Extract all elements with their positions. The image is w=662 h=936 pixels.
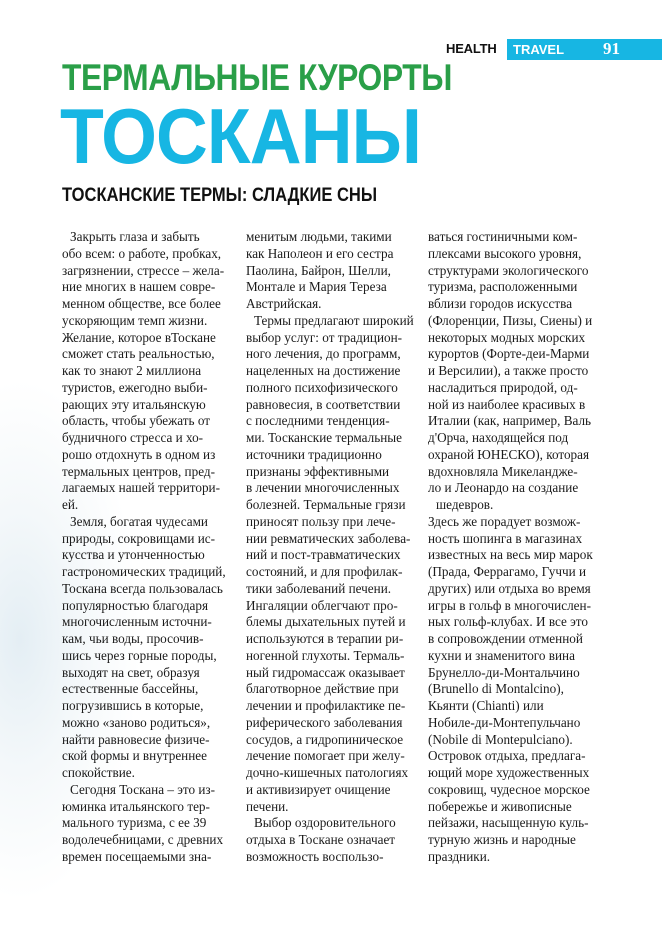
text-line: туристов, ежегодно выби-	[62, 379, 208, 395]
text-line: риферического заболевания	[246, 714, 403, 730]
text-line: турную жизнь и народные	[428, 832, 576, 847]
text-line: как то знают 2 миллиона	[62, 363, 202, 378]
text-line: водолечебницами, с древних	[62, 832, 224, 847]
text-line: состояний, и для профилак-	[246, 564, 403, 579]
text-line: можно «заново родиться»,	[62, 714, 211, 730]
text-line: нацеленных на достижение	[246, 363, 401, 378]
text-line: охраной ЮНЕСКО), которая	[428, 446, 590, 462]
text-line: Здесь же порадует возмож-	[428, 513, 581, 529]
text-line: игры в гольф в многочислен-	[428, 597, 591, 613]
text-line: ми. Тосканские термальные	[246, 430, 403, 445]
text-line: сможет стать реальностью,	[62, 346, 215, 362]
text-line: (Флоренции, Пизы, Сиены) и	[428, 312, 593, 328]
text-line: в лечении многочисленных	[246, 480, 400, 496]
text-line: шись через горные породы,	[62, 647, 217, 663]
text-line: ваться гостиничными ком-	[428, 229, 578, 244]
text-line: популярностью благодаря	[62, 597, 209, 613]
text-line: в сопровождении отменной	[428, 631, 583, 646]
text-line: сокровищ, чудесное морское	[428, 781, 590, 797]
text-line: как Наполеон и его сестра	[246, 245, 394, 261]
text-line: Кьянти (Chianti) или	[428, 698, 544, 713]
text-line: источники традиционно	[246, 446, 382, 462]
text-line: отдыха в Тоскане означает	[246, 832, 396, 847]
text-line: пейзажи, насыщенную куль-	[428, 815, 589, 831]
text-line: туризма, расположенными	[428, 279, 578, 295]
text-line: Термы предлагают широкий	[254, 312, 414, 328]
text-line: тики заболеваний печени.	[246, 580, 392, 596]
text-line: курортов (Форте-деи-Марми	[428, 346, 590, 362]
text-line: признаны эффективными	[246, 463, 390, 479]
text-line: ющий море художественных	[428, 765, 590, 780]
text-line: шедевров.	[436, 497, 494, 512]
text-line: болезней. Термальные грязи	[246, 497, 406, 512]
subtitle: ТОСКАНСКИЕ ТЕРМЫ: СЛАДКИЕ СНЫ	[62, 185, 378, 206]
title-line-2: ТОСКАНЫ	[60, 92, 421, 180]
text-line: Монтале и Мария Тереза	[246, 279, 387, 295]
text-line: выбор услуг: от традицион-	[246, 329, 403, 345]
text-line: обо всем: о работе, пробках,	[62, 245, 222, 261]
text-line: Сегодня Тоскана – это из-	[70, 781, 216, 797]
text-line: вблизи городов искусства	[428, 296, 573, 311]
text-line: известных на весь мир марок	[428, 547, 593, 563]
text-line: печени.	[246, 798, 289, 814]
text-line: плексами высокого уровня,	[428, 245, 582, 261]
text-line: ло и Леонардо на создание	[428, 480, 579, 496]
text-line: Закрыть глаза и забыть	[70, 229, 200, 244]
text-line: Желание, которое вТоскане	[62, 329, 216, 345]
article-column-1	[62, 229, 226, 866]
article-column-3	[428, 229, 593, 866]
text-line: других) или отдыха во время	[428, 580, 591, 596]
text-line: рающих эту итальянскую	[62, 396, 206, 412]
text-line: равновесия, в соответствии	[246, 396, 401, 412]
text-line: праздники.	[428, 848, 491, 864]
title-line-1: ТЕРМАЛЬНЫЕ КУРОРТЫ	[62, 57, 452, 98]
text-line: гастрономических традиций,	[62, 564, 226, 579]
text-line: благотворное действие при	[246, 681, 399, 697]
text-line: Паолина, Байрон, Шелли,	[246, 262, 391, 278]
text-line: естественные бассейны,	[62, 681, 199, 697]
text-line: Италии (как, например, Валь	[428, 413, 592, 429]
text-line: термальных центров, пред-	[62, 463, 215, 479]
text-line: найти равновесие физиче-	[62, 731, 210, 747]
text-line: кам, чьи воды, просочив-	[62, 631, 204, 646]
text-line: будничного стресса и хо-	[62, 430, 204, 445]
text-line: ние многих в нашем совре-	[62, 279, 216, 295]
text-line: выходят на свет, образуя	[62, 664, 200, 680]
text-line: (Прада, Феррагамо, Гуччи и	[428, 564, 587, 579]
text-line: блемы дыхательных путей и	[246, 614, 406, 630]
text-line: ской формы и внутреннее	[62, 748, 207, 764]
text-line: (Nobile di Montepulciano).	[428, 731, 573, 747]
text-line: Островок отдыха, предлага-	[428, 748, 586, 764]
text-line: менном обществе, все более	[62, 296, 221, 311]
text-line: погрузившись в которые,	[62, 698, 204, 713]
section-label: HEALTH	[446, 41, 497, 56]
text-line: лагаемых нашей территори-	[62, 480, 221, 496]
text-line: используются в терапии ри-	[246, 631, 404, 646]
article-column-2	[246, 229, 414, 866]
text-line: Нобиле-ди-Монтепульчано	[428, 714, 581, 730]
text-line: и активизирует очищение	[246, 781, 391, 797]
text-line: область, чтобы убежать от	[62, 413, 211, 429]
text-line: многочисленным источни-	[62, 614, 212, 630]
text-line: насладиться природой, од-	[428, 379, 578, 395]
text-line: побережье и живописные	[428, 798, 572, 814]
text-line: Брунелло-ди-Монтальчино	[428, 664, 580, 680]
text-line: менитым людьми, такими	[246, 229, 392, 244]
text-line: ного лечения, до программ,	[246, 346, 401, 362]
text-line: Ингаляции облегчают про-	[246, 597, 398, 613]
text-line: (Brunello di Montalcino),	[428, 681, 564, 697]
text-line: сосудов, а гидропиническое	[246, 731, 404, 747]
text-line: ность шопинга в магазинах	[428, 530, 583, 546]
text-line: природы, сокровищами ис-	[62, 530, 216, 546]
text-line: вдохновляла Микеландже-	[428, 463, 578, 479]
text-line: д'Орча, находящейся под	[428, 430, 569, 445]
text-line: спокойствие.	[62, 765, 135, 780]
category-label: TRAVEL	[513, 42, 565, 57]
header-bar	[507, 39, 662, 60]
text-line: лечении и профилактике пе-	[246, 698, 406, 713]
text-line: ускоряющим темп жизни.	[62, 312, 208, 328]
text-line: с последними тенденция-	[246, 413, 390, 429]
text-line: некоторых модных морских	[428, 329, 586, 345]
text-line: Австрийская.	[246, 296, 322, 311]
text-line: юминка итальянского тер-	[62, 798, 210, 814]
text-line: и Версилии), а также просто	[428, 363, 589, 378]
text-line: загрязнении, стрессе – жела-	[62, 262, 225, 278]
page-number: 91	[603, 39, 620, 58]
text-line: времен посещаемыми зна-	[62, 848, 212, 864]
text-line: ногенной глухоты. Термаль-	[246, 647, 405, 663]
text-line: рошо отдохнуть в одном из	[62, 446, 216, 462]
text-line: дочно-кишечных патологиях	[246, 765, 409, 780]
text-line: Тоскана всегда пользовалась	[62, 580, 223, 596]
text-line: кухни и знаменитого вина	[428, 647, 575, 663]
text-line: Выбор оздоровительного	[254, 815, 396, 831]
text-line: ний и пост-травматических	[246, 547, 401, 563]
text-line: мального туризма, с ее 39	[62, 815, 207, 831]
text-line: кусства и утонченностью	[62, 547, 205, 563]
text-line: ной из наиболее красивых в	[428, 396, 586, 412]
text-line: лечение помогает при желу-	[246, 748, 405, 764]
text-line: ных гольф-клубах. И все это	[428, 614, 588, 630]
text-line: полного психофизического	[246, 379, 398, 395]
text-line: структурами экологического	[428, 262, 589, 278]
text-line: нии ревматических заболева-	[246, 530, 411, 546]
text-line: возможность воспользо-	[246, 848, 384, 864]
text-line: приносят пользу при лече-	[246, 513, 396, 529]
text-line: ей.	[62, 497, 79, 512]
text-line: Земля, богатая чудесами	[70, 513, 208, 529]
text-line: ный гидромассаж оказывает	[246, 664, 405, 680]
